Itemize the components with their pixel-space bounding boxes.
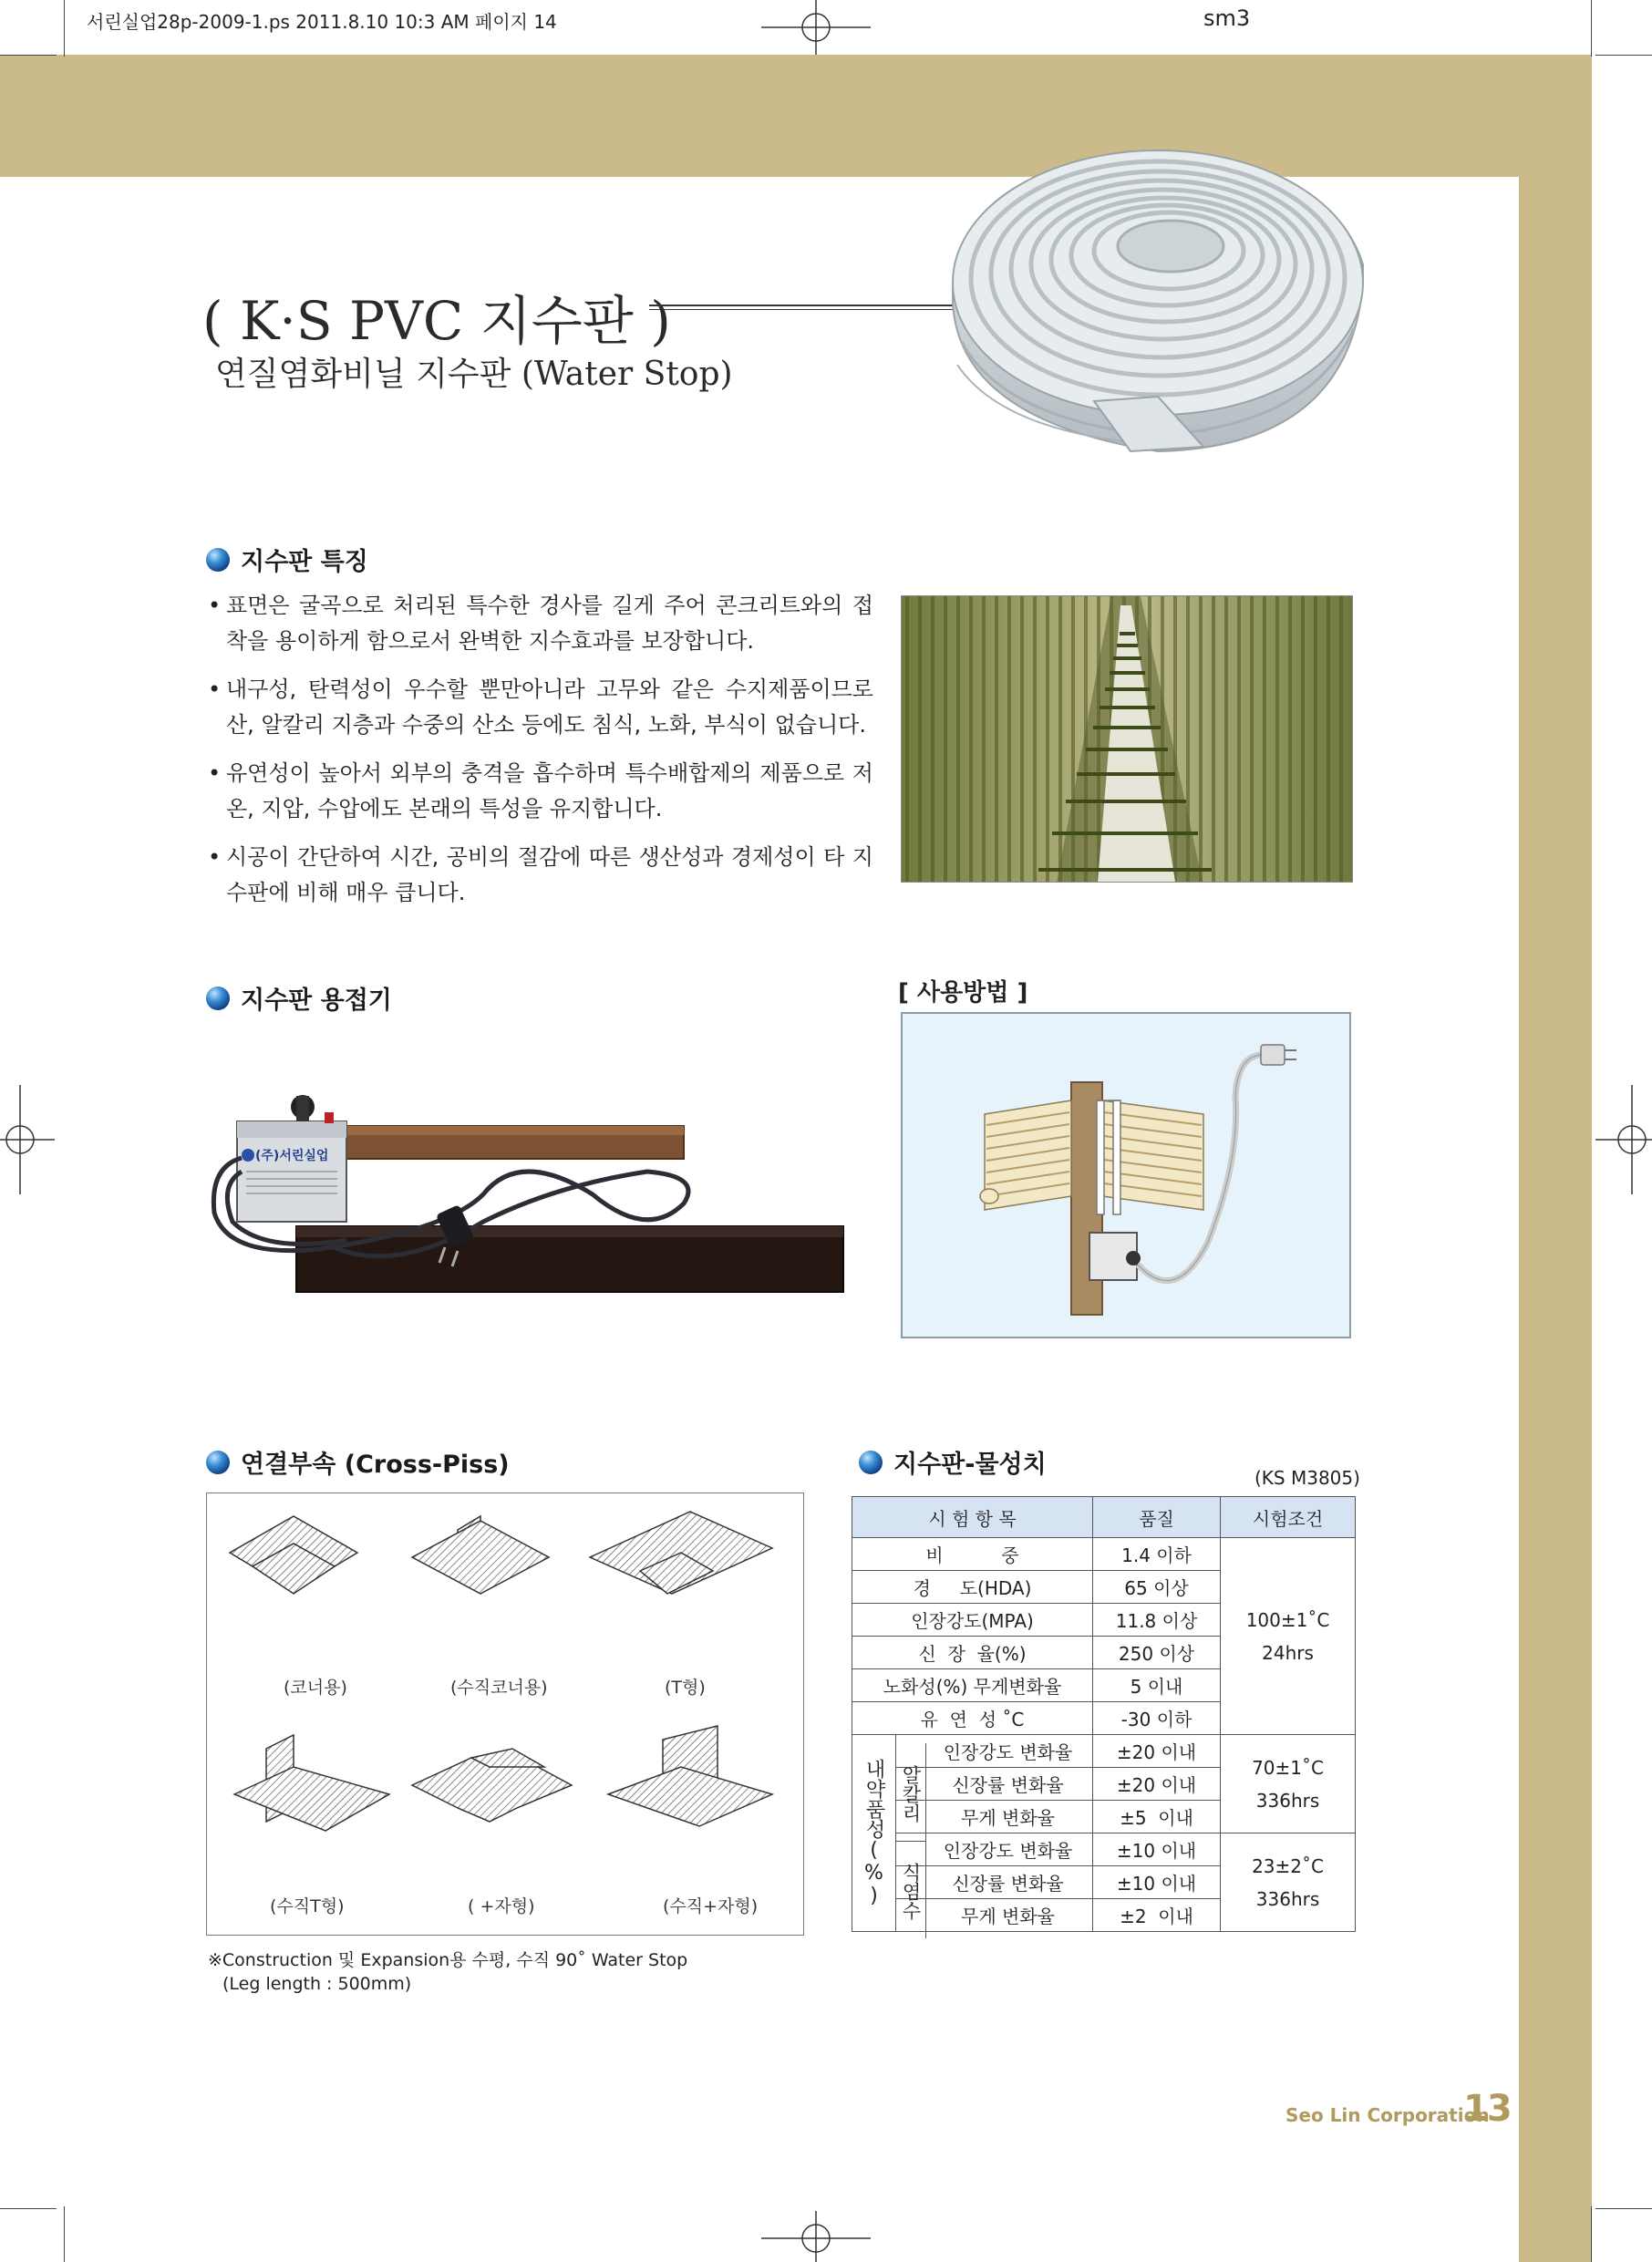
properties-table: [852, 1496, 1356, 1932]
fitting-caption: (수직T형): [270, 1896, 345, 1916]
feature-item: • 시공이 간단하여 시간, 공비의 절감에 따른 생산성과 경제성이 타 지수판에 비해 매우 큽니다.: [208, 840, 873, 911]
value-cell: ±5 이내: [1093, 1801, 1221, 1833]
sub-item-label: 신장률 변화율: [952, 1774, 1064, 1796]
plus-fitting-icon: [412, 1749, 572, 1822]
features-list: [208, 588, 873, 924]
sub-item-label: 무게 변화율: [961, 1807, 1055, 1829]
crop-mark: [64, 2206, 65, 2262]
connections-box: [206, 1493, 804, 1936]
print-header-right: sm3: [1203, 5, 1251, 31]
value-cell: 65 이상: [1093, 1571, 1221, 1604]
rebar-waterstop-photo-icon: [902, 596, 1352, 882]
column-header: 시 험 항 목: [852, 1497, 1093, 1538]
title-rule: [649, 305, 959, 310]
item-cell: 노화성(%) 무게변화율: [852, 1669, 1093, 1702]
item-cell: 인장강도(MPA): [852, 1604, 1093, 1637]
table-row: [852, 1538, 1356, 1571]
chemical-resistance-group: [852, 1735, 896, 1932]
condition-cell: [1221, 1735, 1356, 1833]
connections-note-line2: (Leg length : 500mm): [222, 1974, 412, 1994]
registration-mark-right: [1595, 1085, 1652, 1194]
welder-heading-text: 지수판 용접기: [241, 986, 392, 1015]
fitting-caption: (코너용): [284, 1678, 347, 1698]
standard-label: (KS M3805): [1254, 1467, 1360, 1489]
connections-heading-text: 연결부속 (Cross-Piss): [241, 1451, 510, 1479]
value-cell: 5 이내: [1093, 1669, 1221, 1702]
sub-item-label: 인장강도 변화율: [943, 1840, 1073, 1862]
value-cell: ±20 이내: [1093, 1735, 1221, 1768]
column-header: 품질: [1093, 1497, 1221, 1538]
item-cell: 신 장 율(%): [852, 1637, 1093, 1669]
table-row: [852, 1735, 1356, 1768]
installation-photo: [901, 595, 1353, 883]
page-subtitle: 연질염화비닐 지수판 (Water Stop): [215, 356, 733, 393]
value-cell: ±2 이내: [1093, 1899, 1221, 1932]
registration-mark-left: [0, 1085, 57, 1194]
crop-mark: [1591, 0, 1592, 57]
item-cell: 경 도(HDA): [852, 1571, 1093, 1604]
footer-company: Seo Lin Corporation: [1285, 2104, 1490, 2126]
condition-time: 24hrs: [1262, 1641, 1314, 1664]
pvc-waterstop-coil-image: [948, 146, 1368, 470]
fitting-caption: (수직코너용): [450, 1678, 548, 1698]
table-header-row: [852, 1497, 1356, 1538]
feature-item: • 표면은 굴곡으로 처리된 특수한 경사를 길게 주어 콘크리트와의 접착을 용이하게 함으로서 완벽한 지수효과를 보장합니다.: [208, 588, 873, 659]
condition-time: 336hrs: [1255, 1887, 1320, 1910]
salt-group-label: 식염수: [900, 1863, 922, 1920]
sub-item-label: 인장강도 변화율: [943, 1741, 1073, 1763]
value-cell: ±10 이내: [1093, 1866, 1221, 1899]
value-cell: 11.8 이상: [1093, 1604, 1221, 1637]
value-cell: ±10 이내: [1093, 1833, 1221, 1866]
chem-group-label: 내약품성(%): [862, 1759, 885, 1907]
condition-cell: [1221, 1833, 1356, 1932]
welder-device-image: [210, 1085, 848, 1304]
features-heading: [206, 542, 368, 577]
fitting-caption: (T형): [665, 1678, 706, 1698]
alkali-group-label: 알칼리: [900, 1765, 922, 1823]
condition-cell: [1221, 1538, 1356, 1735]
features-heading-text: 지수판 특징: [241, 548, 368, 576]
feature-item: • 유연성이 높아서 외부의 충격을 흡수하며 특수배합제의 제품으로 저온, 지압, 수압에도 본래의 특성을 유지합니다.: [208, 756, 873, 827]
connections-heading: [206, 1444, 510, 1480]
crop-mark: [1595, 2208, 1652, 2209]
condition-temp: 70±1˚C: [1252, 1756, 1324, 1779]
connection-fittings-illustrations: [207, 1493, 802, 1934]
welder-box-label: (주)서린실업: [255, 1149, 329, 1163]
value-cell: 1.4 이하: [1093, 1538, 1221, 1571]
subgroup-divider: [895, 1841, 926, 1842]
column-header: 시험조건: [1221, 1497, 1356, 1538]
registration-mark-bottom: [757, 2206, 875, 2262]
sphere-bullet-icon: [206, 1451, 230, 1474]
page-number: 13: [1463, 2088, 1511, 2130]
condition-time: 336hrs: [1255, 1789, 1320, 1812]
vertical-corner-fitting-icon: [412, 1516, 549, 1594]
value-cell: 250 이상: [1093, 1637, 1221, 1669]
properties-heading-text: 지수판-물성치: [893, 1451, 1047, 1479]
properties-heading: [859, 1444, 1047, 1480]
sphere-bullet-icon: [859, 1451, 883, 1474]
fitting-caption: (수직+자형): [663, 1896, 759, 1916]
vertical-plus-fitting-icon: [608, 1726, 772, 1826]
crop-mark: [64, 0, 65, 57]
right-tan-band: [1519, 55, 1592, 2262]
corner-fitting-icon: [230, 1516, 357, 1594]
usage-diagram-box: [901, 1012, 1351, 1338]
crop-mark: [0, 2208, 57, 2209]
crop-mark: [1595, 55, 1652, 56]
feature-item: • 내구성, 탄력성이 우수할 뿐만아니라 고무와 같은 수지제품이므로 산, 알칼리 지층과 수중의 산소 등에도 침식, 노화, 부식이 없습니다.: [208, 672, 873, 743]
condition-temp: 23±2˚C: [1252, 1854, 1324, 1877]
usage-diagram-illustration: [903, 1014, 1349, 1337]
value-cell: -30 이하: [1093, 1702, 1221, 1735]
condition-temp: 100±1˚C: [1245, 1608, 1330, 1631]
crop-mark: [0, 55, 57, 56]
table-row: [852, 1833, 1356, 1866]
registration-mark-top: [757, 0, 875, 57]
item-cell: 유 연 성 ˚C: [852, 1702, 1093, 1735]
sub-item-label: 무게 변화율: [961, 1906, 1055, 1927]
fitting-caption: ( +자형): [468, 1896, 535, 1916]
page-title: ( K·S PVC 지수판 ): [202, 290, 671, 352]
sphere-bullet-icon: [206, 548, 230, 572]
item-cell: 비 중: [852, 1538, 1093, 1571]
sphere-bullet-icon: [206, 986, 230, 1010]
vertical-t-fitting-icon: [234, 1735, 389, 1831]
crop-mark: [1591, 2206, 1592, 2262]
print-header-left: 서린실업28p-2009-1.ps 2011.8.10 10:3 AM 페이지 14: [87, 11, 557, 33]
t-fitting-icon: [590, 1512, 772, 1594]
connections-note-line1: ※Construction 및 Expansion용 수평, 수직 90˚ Water Stop: [208, 1950, 688, 1970]
welder-heading: [206, 980, 392, 1016]
sub-item-label: 신장률 변화율: [952, 1873, 1064, 1895]
usage-heading: [ 사용방법 ]: [898, 979, 1028, 1007]
value-cell: ±20 이내: [1093, 1768, 1221, 1801]
